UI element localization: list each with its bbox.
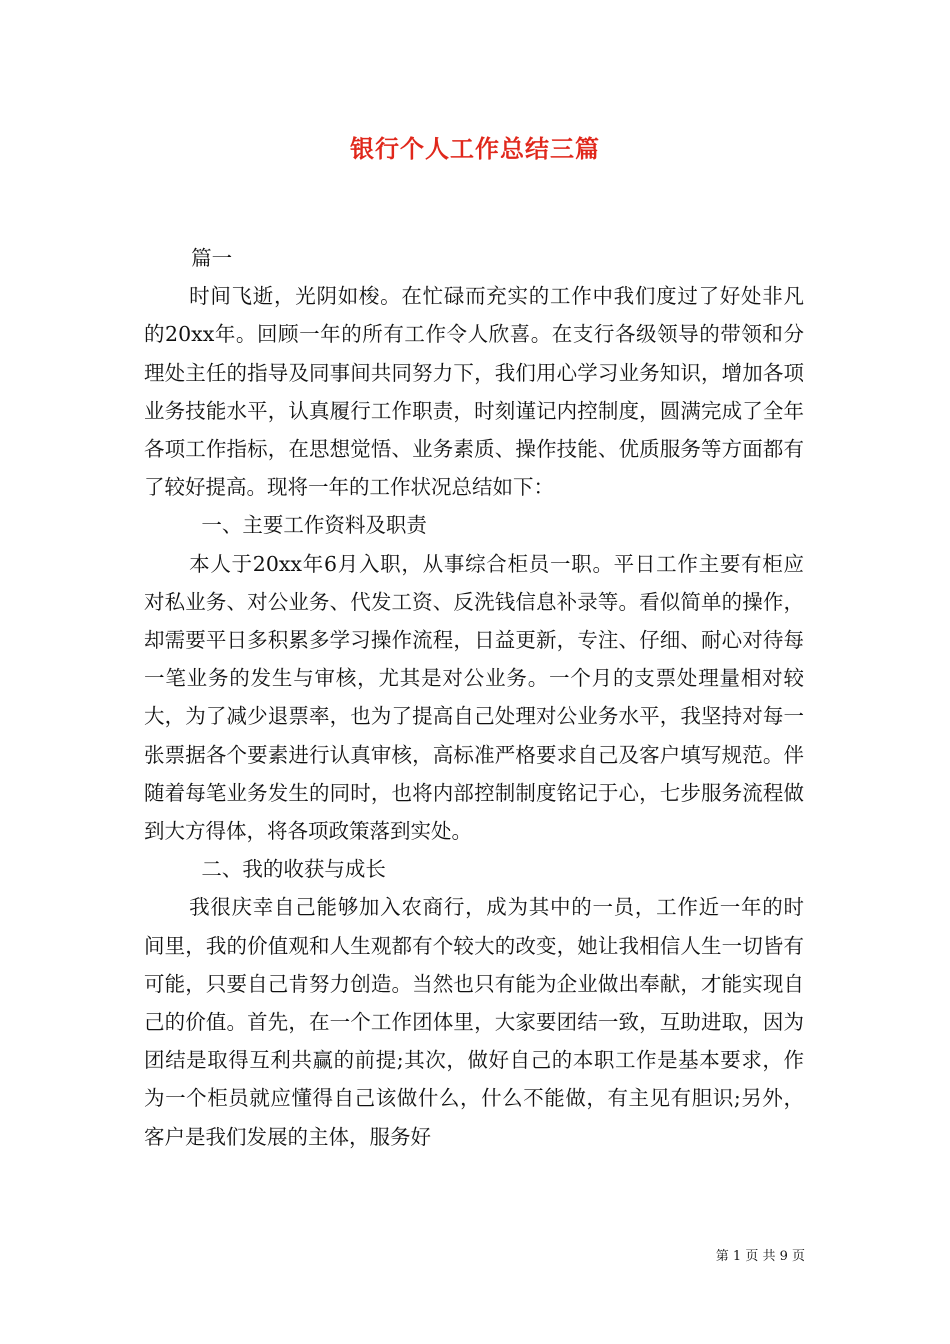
section-heading-2: 二、我的收获与成长 (201, 857, 386, 882)
page-number-footer: 第 1 页 共 9 页 (715, 1249, 805, 1264)
section-label: 篇一 (191, 246, 233, 270)
document-title: 银行个人工作总结三篇 (350, 135, 600, 163)
section-heading-1: 一、主要工作资料及职责 (201, 513, 427, 538)
section-body-1: 本人于20xx年6月入职，从事综合柜员一职。平日工作主要有柜应对私业务、对公业务、代发工资、反洗钱信息补录等。看似简单的操作，却需要平日多积累多学习操作流程，日益更新，专注、仔细、耐心对待每一笔业务的发生与审核，尤其是对公业务。一个月的支票处理量相对较大，为了减少退票率，也为了提高自己处理对公业务水平，我坚持对每一张票据各个要素进行认真审核，高标准严格要求自己及客户填写规范。伴随着每笔业务发生的同时，也将内部控制制度铭记于心，七步服务流程做到大方得体，将各项政策落到实处。 (144, 551, 804, 844)
intro-paragraph: 时间飞逝，光阴如梭。在忙碌而充实的工作中我们度过了好处非凡的20xx年。回顾一年的所有工作令人欣喜。在支行各级领导的带领和分理处主任的指导及同事间共同努力下，我们用心学习业务知识，增加各项业务技能水平，认真履行工作职责，时刻谨记内控制度，圆满完成了全年各项工作指标，在思想觉悟、业务素质、操作技能、优质服务等方面都有了较好提高。现将一年的工作状况总结如下： (144, 284, 804, 500)
document-body (144, 239, 804, 1156)
section-body-2: 我很庆幸自己能够加入农商行，成为其中的一员，工作近一年的时间里，我的价值观和人生观都有个较大的改变，她让我相信人生一切皆有可能，只要自己肯努力创造。当然也只有能为企业做出奉献，才能实现自己的价值。首先，在一个工作团体里，大家要团结一致，互助进取，因为团结是取得互利共赢的前提;其次，做好自己的本职工作是基本要求，作为一个柜员就应懂得自己该做什么，什么不能做，有主见有胆识;另外，客户是我们发展的主体，服务好 (144, 895, 804, 1149)
